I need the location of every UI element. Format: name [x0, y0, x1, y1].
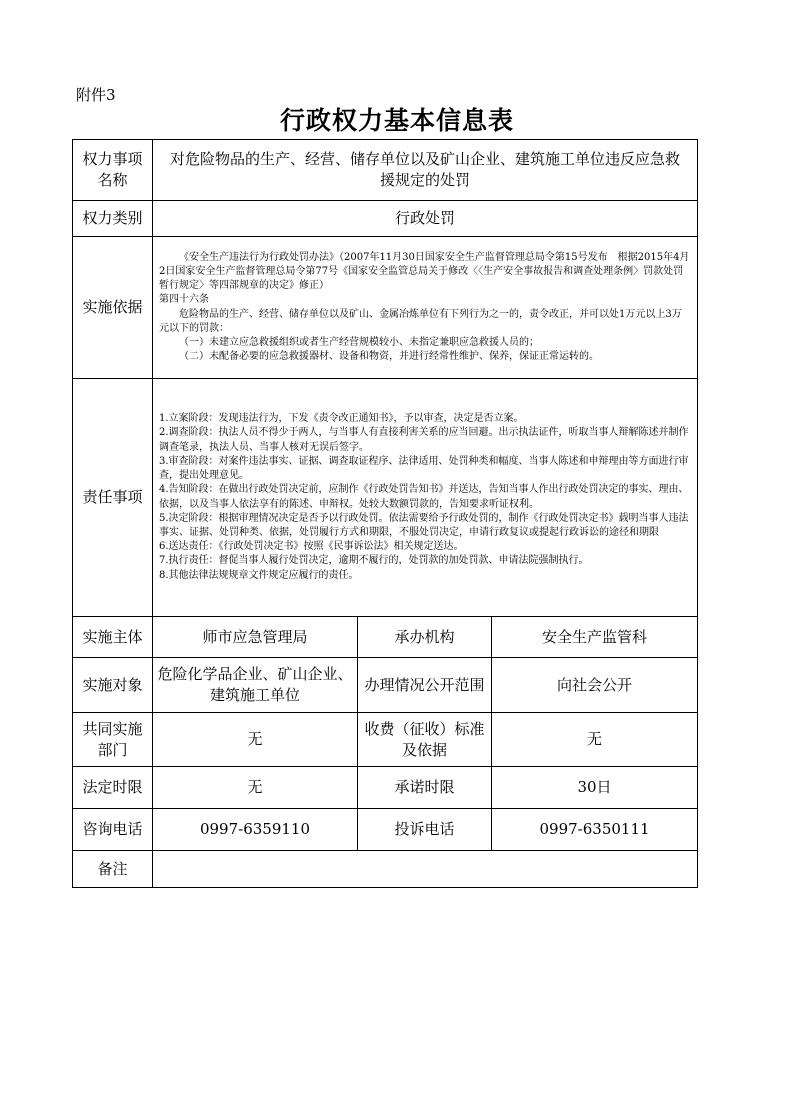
responsibility-item: 1.立案阶段：发现违法行为，下发《责令改正通知书》，予以审查，决定是否立案。	[159, 413, 524, 425]
complaint-phone-label: 投诉电话	[358, 809, 492, 851]
responsibility-item: 8.其他法律法规规章文件规定应履行的责任。	[159, 569, 359, 581]
row-subject	[73, 617, 698, 658]
responsibility-item: 3.审查阶段：对案件违法事实、证据、调查取证程序、法律适用、处罚种类和幅度、当事人陈述和申辩理由等方面进行审查，提出处理意见。	[159, 455, 689, 482]
disclosure-value: 向社会公开	[492, 658, 698, 713]
row-phone	[73, 809, 698, 851]
responsibility-item: 7.执行责任：督促当事人履行处罚决定，逾期不履行的，处罚款的加处罚款、申请法院强制执行。	[159, 555, 589, 567]
basis-clause: （二）未配备必要的应急救援器材、设备和物资，并进行经常性维护、保养，保证正常运转的。	[179, 351, 599, 363]
category-label: 权力类别	[73, 201, 153, 237]
disclosure-label: 办理情况公开范围	[358, 658, 492, 713]
promised-time-label: 承诺时限	[358, 767, 492, 809]
attachment-label: 附件3	[76, 86, 116, 104]
agency-value: 安全生产监管科	[492, 617, 698, 658]
page-title: 行政权力基本信息表	[279, 106, 514, 135]
remark-value	[153, 851, 698, 888]
item-name-value: 对危险物品的生产、经营、储存单位以及矿山企业、建筑施工单位违反应急救援规定的处罚	[153, 140, 698, 201]
row-target	[73, 658, 698, 713]
basis-label: 实施依据	[73, 237, 153, 379]
row-item-name	[73, 140, 698, 201]
row-basis	[73, 237, 698, 379]
inquiry-phone-label: 咨询电话	[73, 809, 153, 851]
responsibility-content	[153, 379, 698, 617]
basis-paragraph: 《安全生产违法行为行政处罚办法》（2007年11月30日国家安全生产监督管理总局令第15号发布 根据2015年4月2日国家安全生产监督管理总局令第77号《国家安全监管总局关于修改〈〈生产安全事故报告和调查处理条例〉罚款处罚暂行规定〉等四部规章的决定》修正）	[159, 251, 690, 292]
basis-clause: （一）未建立应急救援组织或者生产经营规模较小、未指定兼职应急救援人员的；	[179, 336, 539, 348]
responsibility-item: 4.告知阶段：在做出行政处罚决定前，应制作《行政处罚告知书》并送达，告知当事人作出行政处罚决定的事实、理由、依据，以及当事人依法享有的陈述、申辩权。处较大数额罚款的，告知要求听证权利。	[159, 484, 689, 510]
basis-article: 第四十六条	[159, 294, 209, 306]
info-table	[72, 139, 698, 888]
category-value: 行政处罚	[153, 201, 698, 237]
row-time	[73, 767, 698, 809]
legal-time-value: 无	[153, 767, 358, 809]
basis-content	[153, 237, 698, 379]
joint-value: 无	[153, 713, 358, 767]
promised-time-value: 30日	[492, 767, 698, 809]
fee-label: 收费（征收）标准及依据	[358, 713, 492, 767]
responsibility-item: 6.送达责任：《行政处罚决定书》按照《民事诉讼法》相关规定送达。	[159, 541, 464, 553]
row-responsibility	[73, 379, 698, 617]
legal-time-label: 法定时限	[73, 767, 153, 809]
inquiry-phone-value: 0997-6359110	[153, 809, 358, 851]
target-value: 危险化学品企业、矿山企业、建筑施工单位	[153, 658, 358, 713]
fee-value: 无	[492, 713, 698, 767]
row-joint	[73, 713, 698, 767]
agency-label: 承办机构	[358, 617, 492, 658]
joint-label: 共同实施部门	[73, 713, 153, 767]
remark-label: 备注	[73, 851, 153, 888]
item-name-label: 权力事项名称	[73, 140, 153, 201]
basis-paragraph: 危险物品的生产、经营、储存单位以及矿山、金属冶炼单位有下列行为之一的，责令改正，并可以处1万元以上3万元以下的罚款：	[159, 308, 682, 334]
row-category	[73, 201, 698, 237]
responsibility-item: 5.决定阶段：根据审理情况决定是否予以行政处罚。依法需要给予行政处罚的，制作《行政处罚决定书》载明当事人违法事实、证据、处罚种类、依据，处罚履行方式和期限，不服处罚决定，申请行政复议或提起行政诉讼的途径和期限	[159, 512, 689, 538]
subject-label: 实施主体	[73, 617, 153, 658]
complaint-phone-value: 0997-6350111	[492, 809, 698, 851]
responsibility-label: 责任事项	[73, 379, 153, 617]
target-label: 实施对象	[73, 658, 153, 713]
responsibility-item: 2.调查阶段：执法人员不得少于两人，与当事人有直接利害关系的应当回避。出示执法证件，听取当事人辩解陈述并制作调查笔录，执法人员、当事人核对无误后签字。	[159, 427, 689, 453]
subject-value: 师市应急管理局	[153, 617, 358, 658]
row-remark	[73, 851, 698, 888]
